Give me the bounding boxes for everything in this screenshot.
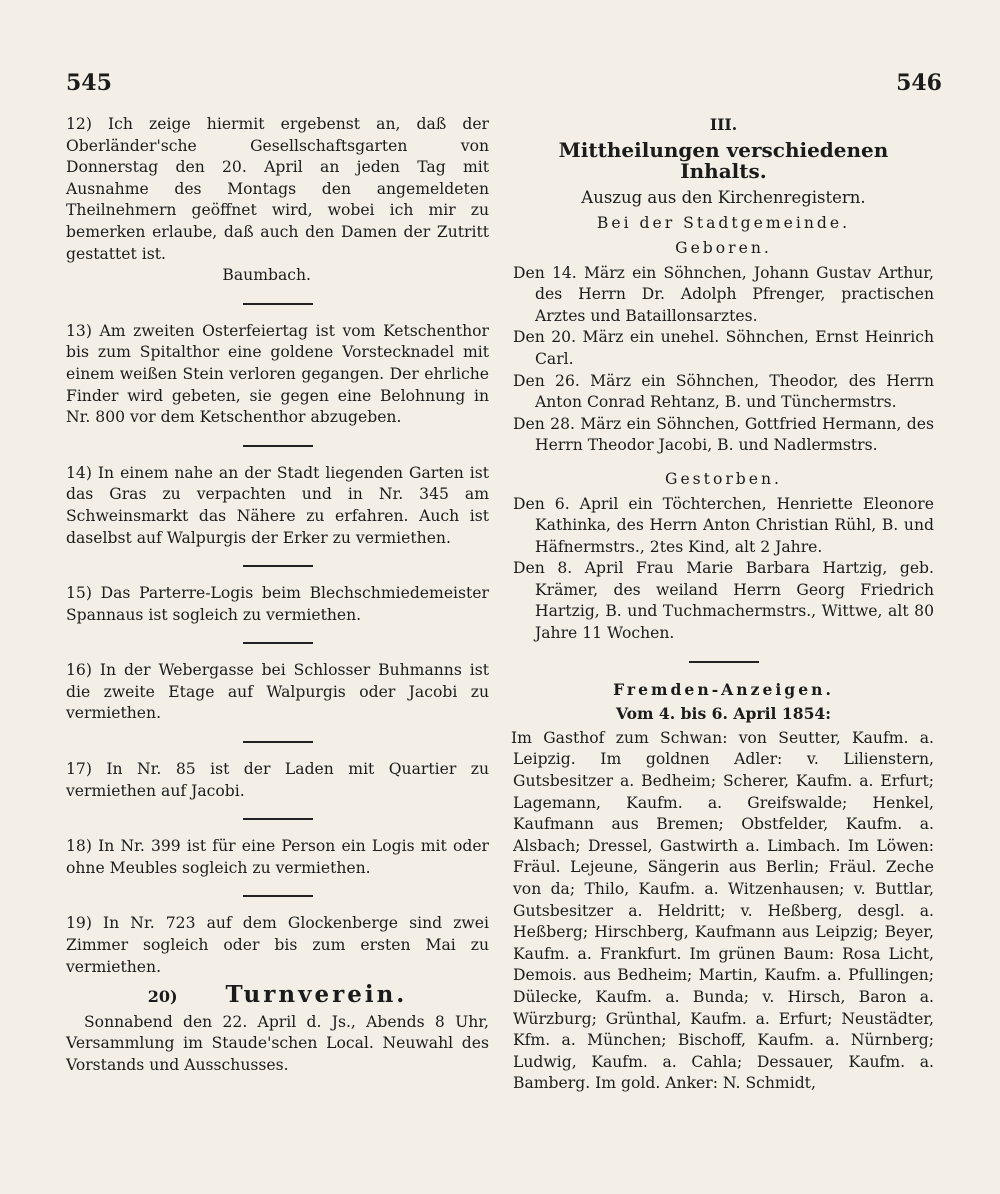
separator-rule (243, 565, 313, 567)
foreigners-dates: Vom 4. bis 6. April 1854: (615, 704, 832, 724)
ad-15: 15) Das Parterre-Logis beim Blechschmiedemeister Spannaus ist sogleich zu vermiethen. (66, 584, 489, 624)
ad-12-signature: Baumbach. (222, 266, 311, 285)
left-column (66, 114, 489, 1077)
section-title: Mittheilungen verschiedenen Inhalts. (558, 137, 889, 184)
separator-rule (243, 445, 313, 447)
page-number-right: 546 (896, 70, 942, 96)
separator-rule (243, 818, 313, 820)
foreigners-list: Im Gasthof zum Schwan: von Seutter, Kaufm. a. Leipzig. Im goldnen Adler: v. Lilienstern, Gutsbesitzer a. Bedheim; Scherer, Kaufm. a. Erfurt; Lagemann, Kaufm. a. Greifswalde; Henkel, Kaufmann aus Bremen; Obstfelder, Kaufm. a. Alsbach; Dressel, Gastwirth a. Limbach. Im Löwen: Fräul. Lejeune, Sängerin aus Berlin; Fräul. Zeche von da; Thilo, Kaufm. a. Witzenhausen; v. Buttlar, Gutsbesitzer a. Heldritt; v. Heßberg, desgl. a. Heßberg; Hirschberg, Kaufmann aus Leipzig; Beyer, Kaufm. a. Frankfurt. Im grünen Baum: Rosa Licht, Demois. aus Bedheim; Martin, Kaufm. a. Pfullingen; Dülecke, Kaufm. a. Bunda; v. Hirsch, Baron a. Würzburg; Grünthal, Kaufm. a. Erfurt; Neustädter, Kfm. a. München; Bischoff, Kaufm. a. Nürnberg; Ludwig, Kaufm. a. Cahla; Dessauer, Kaufm. a. Bamberg. Im gold. Anker: N. Schmidt, (511, 728, 934, 1093)
ad-17: 17) In Nr. 85 ist der Laden mit Quartier zu vermiethen auf Jacobi. (66, 760, 489, 800)
parish-heading: Bei der Stadtgemeinde. (596, 214, 851, 233)
turnverein-notice (66, 981, 489, 1076)
death-entry: Den 6. April ein Töchterchen, Henriette Eleonore Kathinka, des Herrn Anton Christian Rühl, B. und Häfnermstrs., 2tes Kind, alt 2 Jahre. (513, 494, 934, 556)
separator-rule (243, 741, 313, 743)
separator-rule (689, 661, 759, 663)
ad-14: 14) In einem nahe an der Stadt liegenden Garten ist das Gras zu verpachten und in Nr. 345 am Schweinsmarkt das Nähere zu erfahren. Auch ist daselbst auf Walpurgis der Erker zu vermiethen. (66, 463, 489, 547)
died-heading: Gestorben. (664, 469, 782, 488)
turnverein-heading (66, 981, 489, 1009)
turnverein-title: Turnverein. (225, 981, 408, 1009)
ad-18: 18) In Nr. 399 ist für eine Person ein Logis mit oder ohne Meubles sogleich zu vermiethen. (66, 837, 489, 877)
ad-13: 13) Am zweiten Osterfeiertag ist vom Ketschenthor bis zum Spitalthor eine goldene Vorstecknadel mit einem weißen Stein verloren gegangen. Der ehrliche Finder wird gebeten, sie gegen eine Belohnung in Nr. 800 vor dem Ketschenthor abzugeben. (66, 321, 489, 427)
turnverein-text: Sonnabend den 22. April d. Js., Abends 8 Uhr, Versammlung im Staude'schen Local. Neuwahl des Vorstands und Ausschusses. (66, 1012, 489, 1074)
born-heading: Geboren. (675, 238, 772, 257)
right-column (513, 114, 934, 1095)
ad-12 (66, 114, 489, 287)
death-entry: Den 8. April Frau Marie Barbara Hartzig, geb. Krämer, des weiland Herrn Georg Friedrich Hartzig, B. und Tuchmachermstrs., Wittwe, alt 80 Jahre 11 Wochen. (513, 559, 934, 643)
separator-rule (243, 303, 313, 305)
section-subtitle: Auszug aus den Kirchenregistern. (581, 187, 866, 207)
section-number: III. (709, 115, 738, 134)
page-number-left: 545 (66, 70, 112, 96)
separator-rule (243, 642, 313, 644)
birth-entry: Den 28. März ein Söhnchen, Gottfried Hermann, des Herrn Theodor Jacobi, B. und Nadlermstrs. (513, 414, 934, 455)
separator-rule (243, 895, 313, 897)
ad-19: 19) In Nr. 723 auf dem Glockenberge sind zwei Zimmer sogleich oder bis zum ersten Mai zu vermiethen. (66, 914, 489, 976)
foreigners-heading: Fremden-Anzeigen. (613, 679, 834, 699)
ad-16: 16) In der Webergasse bei Schlosser Buhmanns ist die zweite Etage auf Walpurgis oder Jacobi zu vermiethen. (66, 661, 489, 723)
birth-entry: Den 20. März ein unehel. Söhnchen, Ernst Heinrich Carl. (513, 328, 934, 368)
birth-entry: Den 26. März ein Söhnchen, Theodor, des Herrn Anton Conrad Rehtanz, B. und Tünchermstrs. (513, 371, 934, 412)
birth-entry: Den 14. März ein Söhnchen, Johann Gustav Arthur, des Herrn Dr. Adolph Pfrenger, practischen Arztes und Bataillonsarztes. (513, 263, 934, 325)
ad-12-text: 12) Ich zeige hiermit ergebenst an, daß der Oberländer'sche Gesellschaftsgarten von Donnerstag den 20. April an jeden Tag mit Ausnahme des Montags den angemeldeten Theilnehmern geöffnet wird, wobei ich mir zu bemerken erlaube, daß auch den Damen der Zutritt gestattet ist. (66, 115, 489, 263)
turnverein-number: 20) (147, 987, 178, 1007)
